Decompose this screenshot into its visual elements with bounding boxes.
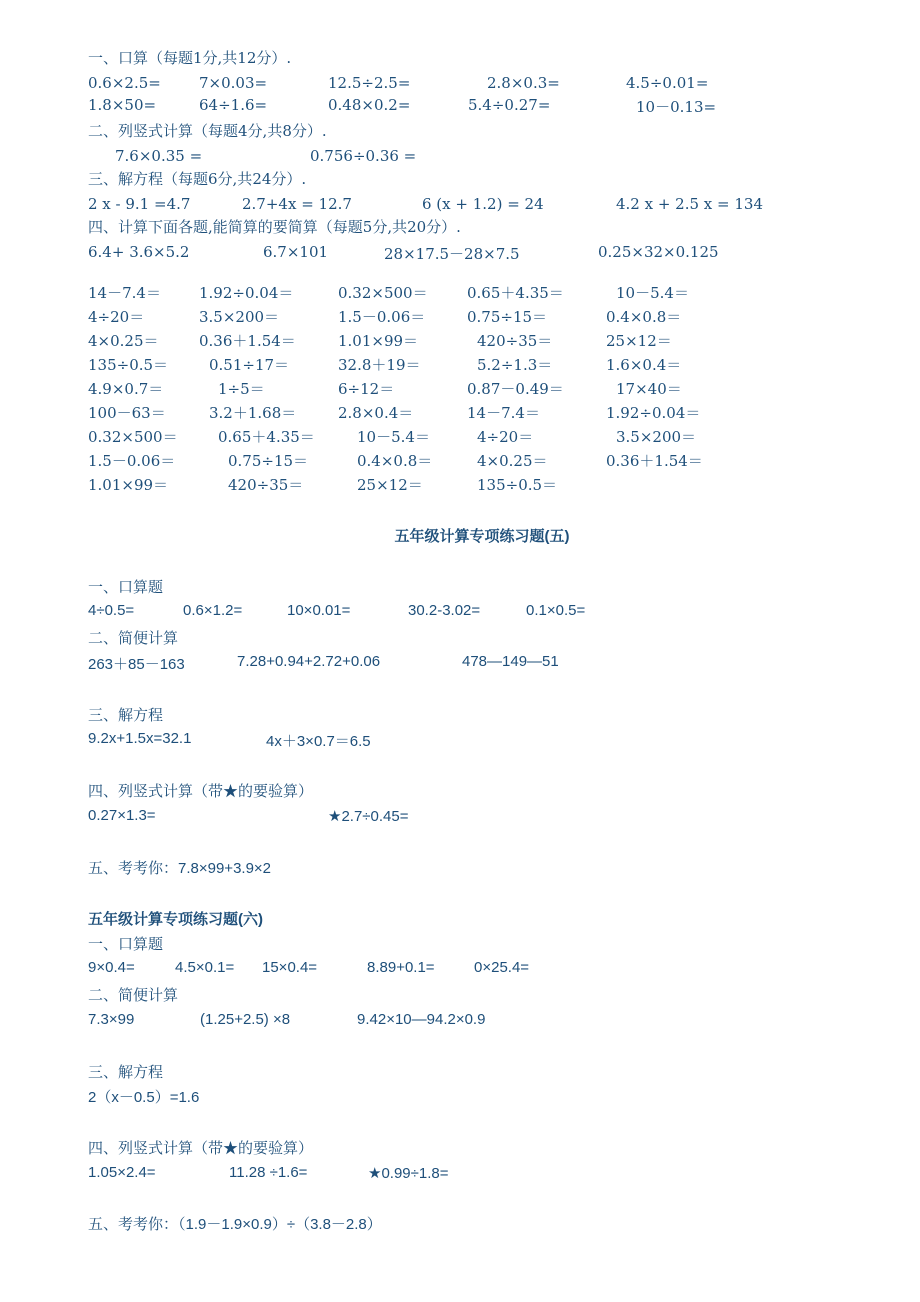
grid-cell: 17×40＝: [616, 380, 682, 398]
problem: 10－0.13=: [636, 98, 717, 116]
grid-cell: 1.01×99＝: [338, 332, 419, 350]
grid-cell: 0.51÷17＝: [209, 356, 290, 374]
problem-row: [0, 730, 920, 750]
grid-cell: 1.5－0.06＝: [88, 452, 176, 470]
challenge-row: [88, 857, 271, 878]
section-heading-vertical: 二、列竖式计算（每题4分,共8分）.: [88, 122, 327, 140]
grid-cell: 0.4×0.8＝: [606, 308, 682, 326]
problem: ★2.7÷0.45=: [328, 808, 409, 825]
grid-row: [0, 402, 920, 422]
problem-row: [0, 1011, 920, 1031]
grid-cell: 1.6×0.4＝: [606, 356, 682, 374]
section-heading-vertical: 四、列竖式计算（带★的要验算）: [88, 782, 314, 800]
section-heading-simplify: 四、计算下面各题,能简算的要简算（每题5分,共20分）.: [88, 218, 461, 236]
problem: 9.2x+1.5x=32.1: [88, 730, 192, 747]
problem: 1.8×50=: [88, 96, 157, 114]
problem: 1.05×2.4=: [88, 1164, 156, 1181]
grid-cell: 1÷5＝: [218, 380, 265, 398]
problem: 8.89+0.1=: [367, 959, 435, 976]
challenge-row: [88, 1213, 382, 1234]
problem: 6.7×101: [263, 243, 329, 261]
problem: 4÷0.5=: [88, 602, 135, 619]
problem-row: [0, 74, 920, 94]
grid-cell: 0.32×500＝: [338, 284, 428, 302]
grid-row: [0, 330, 920, 350]
section-heading-oral: 一、口算题: [88, 578, 164, 596]
grid-cell: 100－63＝: [88, 404, 166, 422]
grid-cell: 1.01×99＝: [88, 476, 169, 494]
problem: 7.6×0.35 =: [115, 147, 203, 165]
grid-row: [0, 426, 920, 446]
grid-cell: 1.92÷0.04＝: [199, 284, 294, 302]
problem: 2.8×0.3=: [487, 74, 560, 92]
problem-row: [0, 96, 920, 116]
grid-cell: 4.9×0.7＝: [88, 380, 164, 398]
problem: 263＋85－163: [88, 656, 185, 673]
problem: 15×0.4=: [262, 959, 318, 976]
grid-cell: 0.87－0.49＝: [467, 380, 564, 398]
grid-row: [0, 282, 920, 302]
grid-cell: 4×0.25＝: [477, 452, 548, 470]
grid-cell: 0.65＋4.35＝: [467, 284, 564, 302]
problem: 478—149—51: [462, 653, 559, 670]
problem: 4.2 x + 2.5 x = 134: [616, 195, 764, 213]
problem-row: [0, 602, 920, 622]
problem: 11.28 ÷1.6=: [229, 1164, 308, 1181]
problem-row: [0, 243, 920, 263]
grid-cell: 14－7.4＝: [88, 284, 161, 302]
problem: 4.5÷0.01=: [626, 74, 709, 92]
problem: 0.6×1.2=: [183, 602, 243, 619]
problem: 2（x－0.5）=1.6: [88, 1089, 200, 1106]
grid-cell: 0.4×0.8＝: [357, 452, 433, 470]
problem: 2 x - 9.1 =4.7: [88, 195, 191, 213]
grid-cell: 1.5－0.06＝: [338, 308, 426, 326]
grid-cell: 135÷0.5＝: [88, 356, 169, 374]
challenge-expression: （1.9－1.9×0.9）÷（3.8－2.8）: [178, 1216, 382, 1233]
grid-cell: 0.75÷15＝: [228, 452, 309, 470]
problem: 0.6×2.5=: [88, 74, 161, 92]
problem: 6 (x + 1.2) = 24: [422, 195, 544, 213]
problem: 0×25.4=: [474, 959, 530, 976]
problem: (1.25+2.5) ×8: [200, 1011, 291, 1028]
grid-cell: 420÷35＝: [228, 476, 304, 494]
grid-row: [0, 474, 920, 494]
grid-cell: 1.92÷0.04＝: [606, 404, 701, 422]
grid-cell: 0.32×500＝: [88, 428, 178, 446]
challenge-label: 五、考考你：: [88, 859, 179, 877]
problem: 0.27×1.3=: [88, 807, 156, 824]
section-heading-equations: 三、解方程（每题6分,共24分）.: [88, 170, 307, 188]
grid-cell: 2.8×0.4＝: [338, 404, 414, 422]
problem: 2.7+4x = 12.7: [242, 195, 352, 213]
grid-row: [0, 378, 920, 398]
grid-cell: 25×12＝: [606, 332, 672, 350]
section-title-six: 五年级计算专项练习题(六): [88, 911, 263, 928]
problem: 7.3×99: [88, 1011, 135, 1028]
section-title-five: 五年级计算专项练习题(五): [394, 528, 570, 545]
problem: 10×0.01=: [287, 602, 351, 619]
grid-cell: 32.8＋19＝: [338, 356, 421, 374]
section-heading-simplify: 二、简便计算: [88, 986, 179, 1004]
grid-cell: 3.5×200＝: [199, 308, 280, 326]
grid-cell: 4÷20＝: [477, 428, 534, 446]
problem: 6.4+ 3.6×5.2: [88, 243, 190, 261]
problem: 7.28+0.94+2.72+0.06: [237, 653, 381, 670]
grid-cell: 4÷20＝: [88, 308, 145, 326]
problem: 0.48×0.2=: [328, 96, 411, 114]
challenge-label: 五、考考你：: [88, 1215, 179, 1233]
problem: 4x＋3×0.7＝6.5: [266, 733, 371, 750]
grid-cell: 3.2＋1.68＝: [209, 404, 297, 422]
section-heading-vertical: 四、列竖式计算（带★的要验算）: [88, 1139, 314, 1157]
grid-cell: 10－5.4＝: [616, 284, 689, 302]
grid-cell: 5.2÷1.3＝: [477, 356, 553, 374]
problem: 7×0.03=: [199, 74, 268, 92]
problem: 0.1×0.5=: [526, 602, 586, 619]
problem: 0.25×32×0.125: [598, 243, 719, 261]
section-heading-oral: 一、口算（每题1分,共12分）.: [88, 49, 292, 67]
section-heading-oral: 一、口算题: [88, 935, 164, 953]
grid-cell: 4×0.25＝: [88, 332, 159, 350]
grid-row: [0, 306, 920, 326]
grid-cell: 3.5×200＝: [616, 428, 697, 446]
problem-row: [0, 195, 920, 215]
problem-row: [0, 653, 920, 673]
section-heading-simplify: 二、简便计算: [88, 629, 179, 647]
problem: 12.5÷2.5=: [328, 74, 411, 92]
grid-cell: 0.65＋4.35＝: [218, 428, 315, 446]
problem-row: [0, 807, 920, 827]
problem: 30.2-3.02=: [408, 602, 481, 619]
challenge-expression: 7.8×99+3.9×2: [178, 860, 272, 877]
grid-cell: 6÷12＝: [338, 380, 395, 398]
grid-cell: 0.36＋1.54＝: [606, 452, 703, 470]
problem: 28×17.5－28×7.5: [384, 245, 520, 263]
section-heading-equations: 三、解方程: [88, 1063, 164, 1081]
problem-row: [0, 1086, 920, 1106]
problem: 9×0.4=: [88, 959, 135, 976]
grid-row: [0, 354, 920, 374]
grid-cell: 135÷0.5＝: [477, 476, 558, 494]
problem: 5.4÷0.27=: [468, 96, 551, 114]
grid-row: [0, 450, 920, 470]
grid-cell: 0.75÷15＝: [467, 308, 548, 326]
grid-cell: 25×12＝: [357, 476, 423, 494]
problem: 64÷1.6=: [199, 96, 268, 114]
problem: 0.756÷0.36 =: [310, 147, 417, 165]
problem-row: [0, 1164, 920, 1184]
grid-cell: 10－5.4＝: [357, 428, 430, 446]
problem: 9.42×10—94.2×0.9: [357, 1011, 486, 1028]
grid-cell: 0.36＋1.54＝: [199, 332, 296, 350]
section-heading-equations: 三、解方程: [88, 706, 164, 724]
problem: 4.5×0.1=: [175, 959, 235, 976]
problem-row: [0, 147, 920, 167]
problem-row: [0, 959, 920, 979]
grid-cell: 14－7.4＝: [467, 404, 540, 422]
grid-cell: 420÷35＝: [477, 332, 553, 350]
problem: ★0.99÷1.8=: [368, 1165, 449, 1182]
